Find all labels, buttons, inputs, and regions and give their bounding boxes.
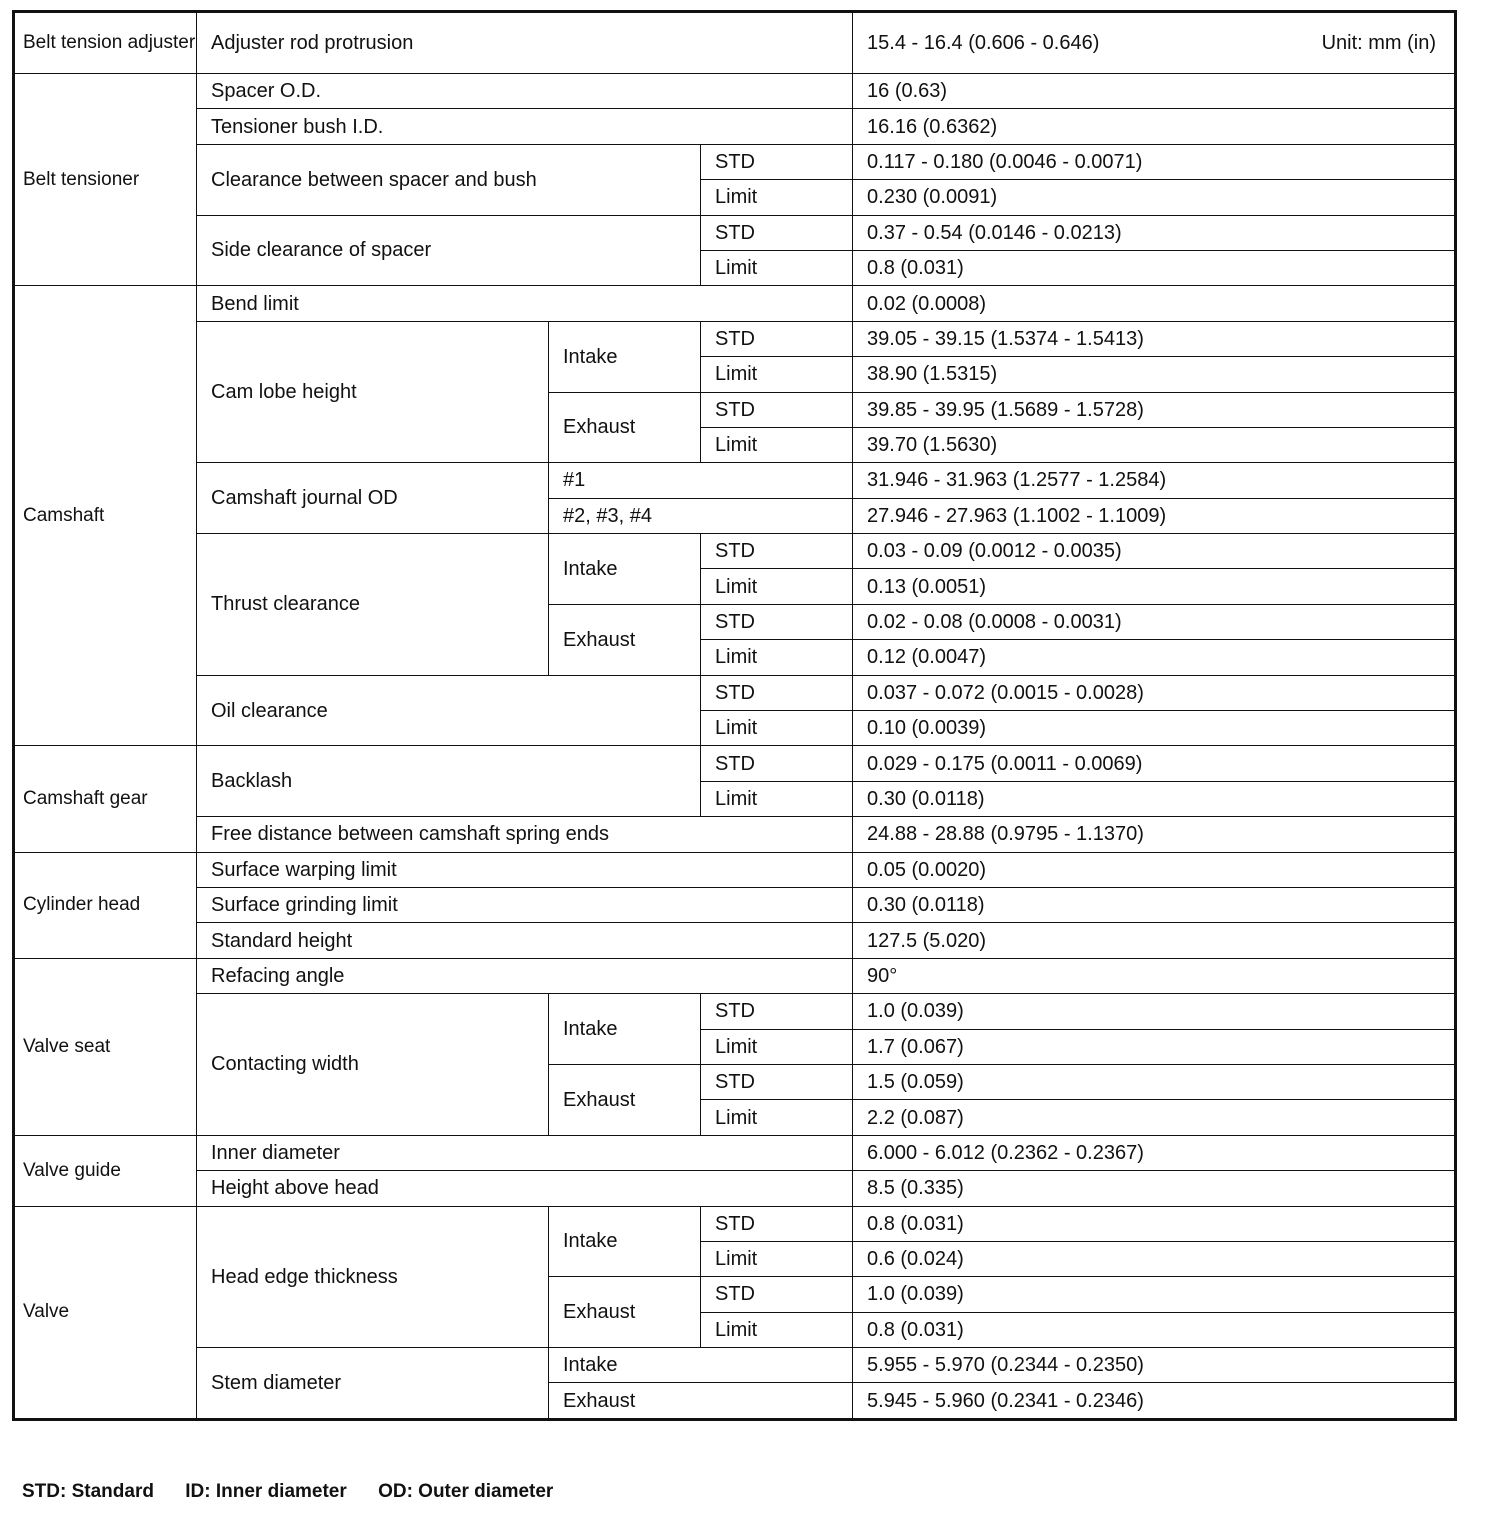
item-label: Surface grinding limit: [197, 887, 853, 922]
std-label: STD: [701, 321, 853, 356]
table-row: [14, 994, 1456, 1029]
table-row: [14, 1135, 1456, 1170]
limit-label: Limit: [701, 1029, 853, 1064]
std-label: STD: [701, 1277, 853, 1312]
std-label: STD: [701, 675, 853, 710]
table-row: [14, 286, 1456, 321]
category-valve-guide: Valve guide: [14, 1135, 197, 1206]
table-row: [14, 12, 1456, 74]
value-cell: 1.0 (0.039): [853, 994, 1456, 1029]
table-row: [14, 321, 1456, 356]
intake-label: Intake: [549, 1348, 853, 1383]
table-row: [14, 463, 1456, 498]
value-cell: 90°: [853, 958, 1456, 993]
item-label: Clearance between spacer and bush: [197, 144, 701, 215]
category-camshaft-gear: Camshaft gear: [14, 746, 197, 852]
category-belt-tension-adjuster: Belt tension adjuster: [14, 12, 197, 74]
value-cell: 38.90 (1.5315): [853, 357, 1456, 392]
table-row: [14, 675, 1456, 710]
item-label: Backlash: [197, 746, 701, 817]
value-cell: 2.2 (0.087): [853, 1100, 1456, 1135]
item-label: Bend limit: [197, 286, 853, 321]
value-cell: 5.945 - 5.960 (0.2341 - 0.2346): [853, 1383, 1456, 1419]
table-row: [14, 74, 1456, 109]
value-cell: 0.02 - 0.08 (0.0008 - 0.0031): [853, 604, 1456, 639]
item-label: Surface warping limit: [197, 852, 853, 887]
journal-label: #1: [549, 463, 853, 498]
item-label: Camshaft journal OD: [197, 463, 549, 534]
intake-label: Intake: [549, 321, 701, 392]
category-valve: Valve: [14, 1206, 197, 1419]
value-cell: 0.37 - 0.54 (0.0146 - 0.0213): [853, 215, 1456, 250]
value-cell: 1.0 (0.039): [853, 1277, 1456, 1312]
value-cell: 0.029 - 0.175 (0.0011 - 0.0069): [853, 746, 1456, 781]
std-label: STD: [701, 1206, 853, 1241]
limit-label: Limit: [701, 1312, 853, 1347]
value-cell: 0.8 (0.031): [853, 1206, 1456, 1241]
value-cell: 8.5 (0.335): [853, 1171, 1456, 1206]
value-cell: 0.10 (0.0039): [853, 711, 1456, 746]
value-cell: 1.5 (0.059): [853, 1064, 1456, 1099]
value-text: 15.4 - 16.4 (0.606 - 0.646): [867, 32, 1100, 54]
std-label: STD: [701, 1064, 853, 1099]
value-cell: 0.12 (0.0047): [853, 640, 1456, 675]
limit-label: Limit: [701, 427, 853, 462]
std-label: STD: [701, 534, 853, 569]
value-cell: 27.946 - 27.963 (1.1002 - 1.1009): [853, 498, 1456, 533]
item-label: Thrust clearance: [197, 534, 549, 676]
item-label: Stem diameter: [197, 1348, 549, 1420]
value-cell: 0.117 - 0.180 (0.0046 - 0.0071): [853, 144, 1456, 179]
item-label: Adjuster rod protrusion: [197, 12, 853, 74]
intake-label: Intake: [549, 1206, 701, 1277]
limit-label: Limit: [701, 180, 853, 215]
intake-label: Intake: [549, 994, 701, 1065]
value-cell: 0.30 (0.0118): [853, 887, 1456, 922]
value-cell: 31.946 - 31.963 (1.2577 - 1.2584): [853, 463, 1456, 498]
value-cell: 0.02 (0.0008): [853, 286, 1456, 321]
value-cell: 6.000 - 6.012 (0.2362 - 0.2367): [853, 1135, 1456, 1170]
limit-label: Limit: [701, 569, 853, 604]
exhaust-label: Exhaust: [549, 1383, 853, 1419]
limit-label: Limit: [701, 781, 853, 816]
item-label: Free distance between camshaft spring ends: [197, 817, 853, 852]
footnote-id: ID: Inner diameter: [185, 1481, 347, 1502]
table-row: [14, 1206, 1456, 1241]
table-row: [14, 1348, 1456, 1383]
item-label: Refacing angle: [197, 958, 853, 993]
exhaust-label: Exhaust: [549, 1277, 701, 1348]
limit-label: Limit: [701, 1100, 853, 1135]
table-row: [14, 923, 1456, 958]
value-cell: 127.5 (5.020): [853, 923, 1456, 958]
exhaust-label: Exhaust: [549, 1064, 701, 1135]
category-belt-tensioner: Belt tensioner: [14, 74, 197, 286]
value-cell: 0.8 (0.031): [853, 1312, 1456, 1347]
value-cell: 0.13 (0.0051): [853, 569, 1456, 604]
footnote-std: STD: Standard: [22, 1481, 154, 1502]
footnote: [22, 1481, 579, 1503]
value-cell: 0.230 (0.0091): [853, 180, 1456, 215]
item-label: Standard height: [197, 923, 853, 958]
value-cell: 16 (0.63): [853, 74, 1456, 109]
value-cell: 0.05 (0.0020): [853, 852, 1456, 887]
value-cell: 0.6 (0.024): [853, 1241, 1456, 1276]
limit-label: Limit: [701, 250, 853, 285]
item-label: Tensioner bush I.D.: [197, 109, 853, 144]
table-row: [14, 852, 1456, 887]
item-label: Spacer O.D.: [197, 74, 853, 109]
std-label: STD: [701, 215, 853, 250]
unit-label: Unit: mm (in): [1321, 32, 1437, 54]
item-label: Head edge thickness: [197, 1206, 549, 1348]
item-label: Cam lobe height: [197, 321, 549, 463]
value-cell: 0.037 - 0.072 (0.0015 - 0.0028): [853, 675, 1456, 710]
spec-table: [12, 10, 1457, 1421]
table-row: [14, 109, 1456, 144]
std-label: STD: [701, 144, 853, 179]
category-camshaft: Camshaft: [14, 286, 197, 746]
value-cell: 39.05 - 39.15 (1.5374 - 1.5413): [853, 321, 1456, 356]
limit-label: Limit: [701, 640, 853, 675]
limit-label: Limit: [701, 357, 853, 392]
value-cell: 5.955 - 5.970 (0.2344 - 0.2350): [853, 1348, 1456, 1383]
std-label: STD: [701, 746, 853, 781]
item-label: Side clearance of spacer: [197, 215, 701, 286]
std-label: STD: [701, 392, 853, 427]
table-row: [14, 144, 1456, 179]
value-cell: 1.7 (0.067): [853, 1029, 1456, 1064]
table-row: [14, 1171, 1456, 1206]
value-cell: [853, 12, 1456, 74]
table-row: [14, 746, 1456, 781]
footnote-od: OD: Outer diameter: [378, 1481, 554, 1502]
value-cell: 39.70 (1.5630): [853, 427, 1456, 462]
exhaust-label: Exhaust: [549, 604, 701, 675]
value-cell: 24.88 - 28.88 (0.9795 - 1.1370): [853, 817, 1456, 852]
table-row: [14, 215, 1456, 250]
category-cylinder-head: Cylinder head: [14, 852, 197, 958]
table-row: [14, 958, 1456, 993]
category-valve-seat: Valve seat: [14, 958, 197, 1135]
value-cell: 16.16 (0.6362): [853, 109, 1456, 144]
table-row: [14, 887, 1456, 922]
value-cell: 0.03 - 0.09 (0.0012 - 0.0035): [853, 534, 1456, 569]
table-row: [14, 817, 1456, 852]
item-label: Inner diameter: [197, 1135, 853, 1170]
exhaust-label: Exhaust: [549, 392, 701, 463]
value-cell: 39.85 - 39.95 (1.5689 - 1.5728): [853, 392, 1456, 427]
std-label: STD: [701, 604, 853, 639]
intake-label: Intake: [549, 534, 701, 605]
std-label: STD: [701, 994, 853, 1029]
item-label: Contacting width: [197, 994, 549, 1136]
table-row: [14, 534, 1456, 569]
item-label: Height above head: [197, 1171, 853, 1206]
value-cell: 0.8 (0.031): [853, 250, 1456, 285]
value-cell: 0.30 (0.0118): [853, 781, 1456, 816]
limit-label: Limit: [701, 711, 853, 746]
limit-label: Limit: [701, 1241, 853, 1276]
journal-label: #2, #3, #4: [549, 498, 853, 533]
item-label: Oil clearance: [197, 675, 701, 746]
